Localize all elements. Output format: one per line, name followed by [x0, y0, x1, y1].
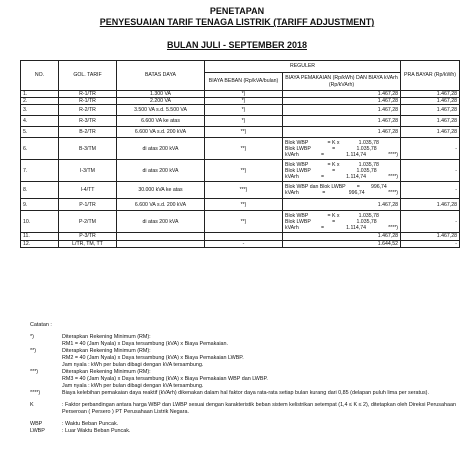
- note-key: *): [30, 334, 34, 341]
- cell-beban: **): [205, 199, 283, 211]
- block-label: Blok LWBP: [285, 145, 311, 152]
- block-eq: =: [356, 184, 360, 191]
- table-row: [21, 211, 460, 233]
- cell-no: 4.: [21, 116, 59, 127]
- notes-section: [30, 322, 460, 435]
- table-row: [21, 160, 460, 182]
- note-key: ***): [30, 369, 39, 376]
- cell-beban: *): [205, 91, 283, 98]
- note-text: Biaya kelebihan pemakaian daya reaktif (kVArh) dikenakan dalam hal faktor daya rata-rata setiap bulan kurang dari 0,85 (delapan puluh lima per seratus).: [62, 390, 429, 397]
- cell-beban: **): [205, 160, 283, 182]
- table-row: [21, 199, 460, 211]
- note-text: Jam nyala : kWh per bulan dibagi dengan kVA tersambung.: [62, 362, 204, 369]
- note-key: [30, 376, 62, 383]
- block-value: 996,74: [370, 184, 387, 191]
- table-row: [21, 91, 460, 98]
- block-eq: = K x: [327, 161, 340, 168]
- block-value: 1.114,74: [346, 225, 366, 232]
- note-text: : Luar Waktu Beban Puncak.: [62, 428, 131, 435]
- cell-gol: P-3/TR: [59, 233, 117, 240]
- cell-no: 6.: [21, 138, 59, 160]
- cell-no: 7.: [21, 160, 59, 182]
- cell-beban: **): [205, 127, 283, 138]
- cell-prabayar: 1.467,28: [401, 105, 460, 116]
- block-eq: = K x: [327, 212, 340, 219]
- cell-pemakaian-blocks: [283, 182, 401, 199]
- cell-gol: R-1/TR: [59, 98, 117, 105]
- cell-pemakaian: 1.467,28: [283, 199, 401, 211]
- cell-prabayar: 1.467,28: [401, 233, 460, 240]
- col-header-batas: BATAS DAYA: [117, 61, 205, 91]
- note-key: ****): [30, 390, 41, 397]
- note-text: : Waktu Beban Puncak.: [62, 421, 119, 428]
- note-text: : Faktor perbandingan antara harga WBP dan LWBP sesuai dengan karakteristik beban sistem kelistrikan setempat (1,4 ≤ K ≤ 2), ditetapkan oleh Direksi Perusahaan Perseroan ( Persero ) PT Perusahaan Listrik Negara.: [62, 402, 456, 416]
- heading-penetapan: PENETAPAN: [209, 6, 265, 16]
- cell-beban: -: [205, 240, 283, 247]
- block-label: kVArh: [285, 225, 299, 232]
- cell-prabayar: 1.467,28: [401, 98, 460, 105]
- cell-prabayar: 1.467,28: [401, 91, 460, 98]
- note-text: Diterapkan Rekening Minimum (RM):: [62, 348, 151, 355]
- cell-no: 1.: [21, 91, 59, 98]
- cell-batas: 30.000 kVA ke atas: [117, 182, 205, 199]
- cell-prabayar: -: [401, 160, 460, 182]
- cell-no: 2.: [21, 98, 59, 105]
- note-key: [30, 383, 62, 390]
- block-eq: =: [320, 174, 324, 181]
- cell-gol: R-3/TR: [59, 116, 117, 127]
- note-item: [30, 341, 460, 348]
- cell-no: 5.: [21, 127, 59, 138]
- block-mark: ****): [388, 190, 398, 197]
- cell-pemakaian: 1.467,28: [283, 127, 401, 138]
- note-key: WBP: [30, 421, 43, 428]
- cell-prabayar: 1.467,28: [401, 199, 460, 211]
- cell-gol: B-2/TR: [59, 127, 117, 138]
- cell-batas: 6.600 VA s.d. 200 kVA: [117, 127, 205, 138]
- cell-batas: 1.300 VA: [117, 91, 205, 98]
- block-value: 1.035,78: [358, 212, 379, 219]
- block-label: Blok WBP: [285, 212, 309, 219]
- cell-gol: B-3/TM: [59, 138, 117, 160]
- cell-batas: di atas 200 kVA: [117, 211, 205, 233]
- block-line: [285, 174, 398, 180]
- note-key: **): [30, 348, 36, 355]
- cell-gol: R-2/TR: [59, 105, 117, 116]
- block-label: Blok WBP dan Blok LWBP: [285, 184, 346, 191]
- note-item: [30, 376, 460, 383]
- note-item: [30, 369, 460, 376]
- col-header-no: NO.: [21, 61, 59, 91]
- col-header-gol: GOL. TARIF: [59, 61, 117, 91]
- cell-batas: 3.500 VA s.d. 5.500 VA: [117, 105, 205, 116]
- col-header-reguler: REGULER: [205, 61, 401, 73]
- table-row: [21, 182, 460, 199]
- heading-title: PENYESUAIAN TARIF TENAGA LISTRIK (TARIFF ADJUSTMENT): [99, 17, 375, 27]
- cell-pemakaian: 1.644,52: [283, 240, 401, 247]
- cell-pemakaian: 1.467,28: [283, 91, 401, 98]
- cell-no: 10.: [21, 211, 59, 233]
- block-eq: =: [332, 145, 336, 152]
- cell-batas: 6.600 VA ke atas: [117, 116, 205, 127]
- cell-batas: 6.600 VA s.d. 200 kVA: [117, 199, 205, 211]
- cell-beban: *): [205, 105, 283, 116]
- block-label: Blok WBP: [285, 139, 309, 146]
- block-eq: =: [332, 218, 336, 225]
- block-value: 1.035,78: [358, 161, 379, 168]
- cell-pemakaian-blocks: [283, 160, 401, 182]
- heading-period: BULAN JULI - SEPTEMBER 2018: [166, 40, 308, 50]
- note-key: [30, 355, 62, 362]
- block-eq: = K x: [327, 139, 340, 146]
- table-row: [21, 233, 460, 240]
- col-header-pemakaian: BIAYA PEMAKAIAN (Rp/kWh) DAN BIAYA kVArh (Rp/kVArh): [283, 73, 401, 91]
- table-row: [21, 240, 460, 247]
- block-mark: ****): [388, 225, 398, 232]
- cell-beban: [205, 233, 283, 240]
- note-item: [30, 355, 460, 362]
- cell-pemakaian: 1.467,28: [283, 116, 401, 127]
- cell-no: 9.: [21, 199, 59, 211]
- cell-pemakaian: 1.467,28: [283, 98, 401, 105]
- note-text: RM2 = 40 (Jam Nyala) x Daya tersambung (kVA) x Biaya Pemakaian LWBP.: [62, 355, 244, 362]
- cell-batas: [117, 240, 205, 247]
- cell-pemakaian: 1.467,28: [283, 233, 401, 240]
- cell-prabayar: -: [401, 240, 460, 247]
- note-item: [30, 421, 460, 428]
- block-value: 1.035,78: [358, 139, 379, 146]
- block-value: 1.035,78: [356, 218, 377, 225]
- cell-batas: di atas 200 kVA: [117, 138, 205, 160]
- block-value: 996,74: [348, 190, 365, 197]
- block-value: 1.114,74: [346, 174, 366, 181]
- note-key: LWBP: [30, 428, 45, 435]
- block-label: Blok LWBP: [285, 218, 311, 225]
- cell-gol: P-2/TM: [59, 211, 117, 233]
- block-value: 1.114,74: [346, 152, 366, 159]
- cell-no: 8.: [21, 182, 59, 199]
- cell-no: 11.: [21, 233, 59, 240]
- table-row: [21, 116, 460, 127]
- block-line: [285, 190, 398, 196]
- block-value: 1.035,78: [356, 167, 377, 174]
- note-item: [30, 348, 460, 355]
- note-item: [30, 402, 460, 416]
- cell-prabayar: -: [401, 138, 460, 160]
- block-eq: =: [332, 167, 336, 174]
- cell-batas: [117, 233, 205, 240]
- note-item: [30, 383, 460, 390]
- block-eq: =: [320, 152, 324, 159]
- cell-gol: L/TR, TM, TT: [59, 240, 117, 247]
- cell-no: 12.: [21, 240, 59, 247]
- block-line: [285, 225, 398, 231]
- note-text: Diterapkan Rekening Minimum (RM):: [62, 334, 151, 341]
- note-item: [30, 428, 460, 435]
- block-line: [285, 152, 398, 158]
- cell-gol: I-3/TM: [59, 160, 117, 182]
- block-label: kVArh: [285, 174, 299, 181]
- note-item: [30, 390, 460, 397]
- notes-heading: Catatan :: [30, 322, 52, 328]
- note-item: [30, 362, 460, 369]
- cell-batas: di atas 200 kVA: [117, 160, 205, 182]
- block-label: Blok WBP: [285, 161, 309, 168]
- cell-gol: R-1/TR: [59, 91, 117, 98]
- cell-prabayar: -: [401, 211, 460, 233]
- note-key: [30, 362, 62, 369]
- table-row: [21, 105, 460, 116]
- note-text: Diterapkan Rekening Minimum (RM):: [62, 369, 151, 376]
- block-line: [285, 184, 398, 190]
- block-value: 1.035,78: [356, 145, 377, 152]
- block-mark: ****): [388, 152, 398, 159]
- note-item: [30, 334, 460, 341]
- block-eq: =: [322, 190, 326, 197]
- tariff-table: [20, 60, 460, 248]
- col-header-beban: BIAYA BEBAN (Rp/kVA/bulan): [205, 73, 283, 91]
- cell-prabayar: -: [401, 182, 460, 199]
- cell-prabayar: 1.467,28: [401, 116, 460, 127]
- table-row: [21, 138, 460, 160]
- block-mark: ****): [388, 174, 398, 181]
- cell-pemakaian-blocks: [283, 211, 401, 233]
- cell-beban: **): [205, 211, 283, 233]
- cell-batas: 2.200 VA: [117, 98, 205, 105]
- col-header-prabayar: PRA BAYAR (Rp/kWh): [401, 61, 460, 91]
- note-key: [30, 341, 62, 348]
- cell-no: 3.: [21, 105, 59, 116]
- cell-beban: *): [205, 116, 283, 127]
- cell-pemakaian-blocks: [283, 138, 401, 160]
- note-text: RM1 = 40 (Jam Nyala) x Daya tersambung (kVA) x Biaya Pemakaian.: [62, 341, 229, 348]
- note-text: Jam nyala : kWh per bulan dibagi dengan kVA tersambung.: [62, 383, 204, 390]
- table-row: [21, 127, 460, 138]
- cell-prabayar: 1.467,28: [401, 127, 460, 138]
- cell-beban: *): [205, 98, 283, 105]
- note-text: RM3 = 40 (Jam Nyala) x Daya tersambung (kVA) x Biaya Pemakaian WBP dan LWBP.: [62, 376, 268, 383]
- cell-beban: **): [205, 138, 283, 160]
- cell-gol: I-4/TT: [59, 182, 117, 199]
- cell-pemakaian: 1.467,28: [283, 105, 401, 116]
- block-label: kVArh: [285, 190, 299, 197]
- note-key: K: [30, 402, 34, 409]
- block-label: Blok LWBP: [285, 167, 311, 174]
- block-label: kVArh: [285, 152, 299, 159]
- cell-gol: P-1/TR: [59, 199, 117, 211]
- block-eq: =: [320, 225, 324, 232]
- cell-beban: ***): [205, 182, 283, 199]
- table-row: [21, 98, 460, 105]
